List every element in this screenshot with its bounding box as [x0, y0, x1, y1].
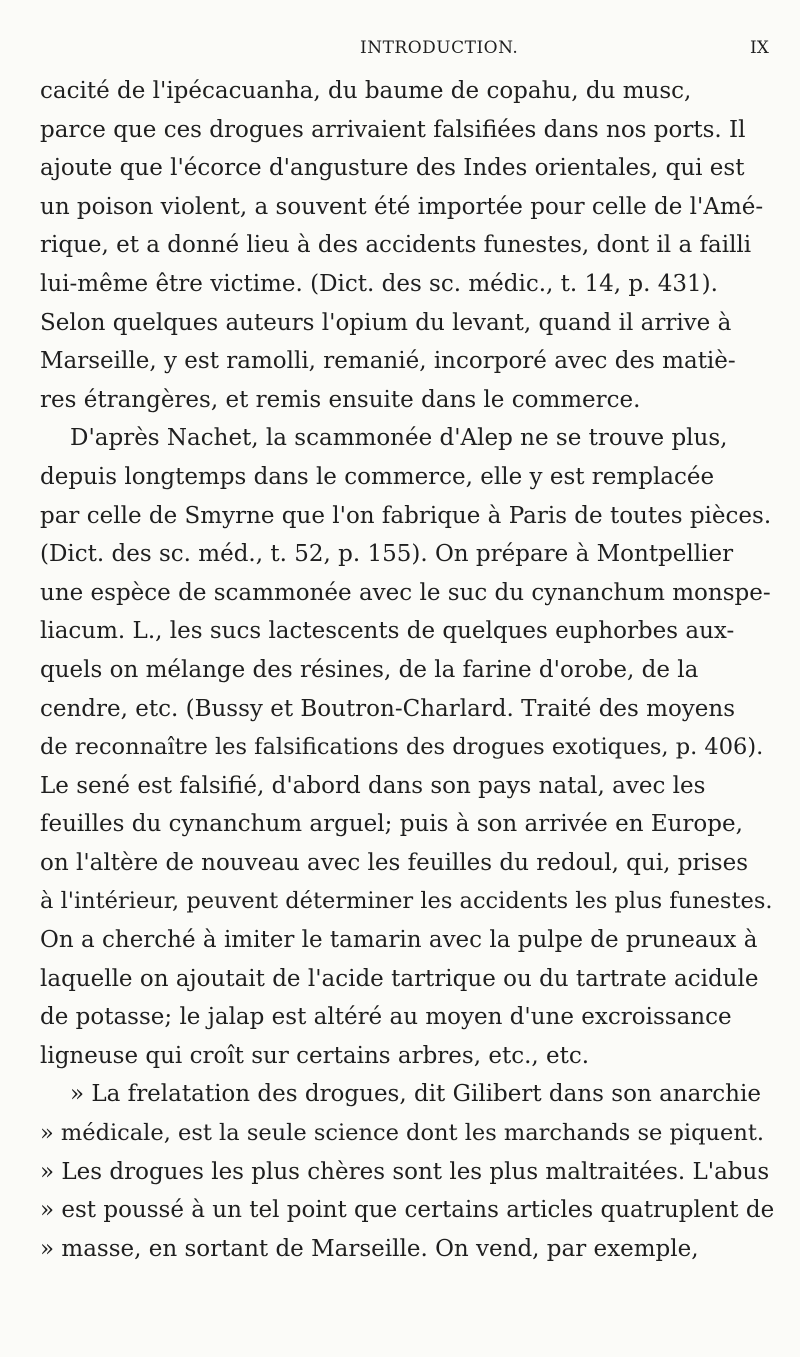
text-line: » masse, en sortant de Marseille. On vend, par exemple,: [40, 1235, 699, 1262]
text-line: feuilles du cynanchum arguel; puis à son arrivée en Europe,: [40, 811, 743, 838]
text-line: cacité de l'ipécacuanha, du baume de copahu, du musc,: [40, 78, 692, 104]
text-line: liacum. L., les sucs lactescents de quelques euphorbes aux-: [40, 618, 735, 645]
text-line: parce que ces drogues arrivaient falsifiées dans nos ports. Il: [40, 116, 746, 143]
text-line: une espèce de scammonée avec le suc du cynanchum monspe-: [40, 579, 771, 606]
page-number: IX: [750, 38, 769, 58]
text-line: quels on mélange des résines, de la farine d'orobe, de la: [40, 656, 699, 683]
header-title: INTRODUCTION.: [360, 38, 519, 58]
text-line: cendre, etc. (Bussy et Boutron-Charlard. Traité des moyens: [40, 695, 736, 722]
paragraph-start-line: » La frelatation des drogues, dit Gilibert dans son anarchie: [70, 1081, 761, 1108]
text-line: de potasse; le jalap est altéré au moyen d'une excroissance: [40, 1004, 732, 1031]
text-line: par celle de Smyrne que l'on fabrique à Paris de toutes pièces.: [40, 502, 772, 529]
text-line: » médicale, est la seule science dont les marchands se piquent.: [40, 1120, 765, 1147]
paragraph-start-line: D'après Nachet, la scammonée d'Alep ne se trouve plus,: [70, 425, 728, 452]
text-line: Marseille, y est ramolli, remanié, incorporé avec des matiè-: [40, 348, 736, 375]
text-line: res étrangères, et remis ensuite dans le commerce.: [40, 386, 641, 413]
text-line: depuis longtemps dans le commerce, elle y est remplacée: [40, 463, 715, 490]
text-line: (Dict. des sc. méd., t. 52, p. 155). On prépare à Montpellier: [40, 541, 734, 568]
running-header: [0, 38, 800, 64]
text-line: On a cherché à imiter le tamarin avec la pulpe de pruneaux à: [40, 927, 758, 954]
text-line: laquelle on ajoutait de l'acide tartrique ou du tartrate acidule: [40, 965, 759, 992]
text-line: Le sené est falsifié, d'abord dans son pays natal, avec les: [40, 772, 706, 799]
text-line: ligneuse qui croît sur certains arbres, etc., etc.: [40, 1042, 590, 1069]
text-line: » Les drogues les plus chères sont les plus maltraitées. L'abus: [40, 1158, 770, 1185]
text-line: ajoute que l'écorce d'angusture des Indes orientales, qui est: [40, 155, 745, 182]
text-line: un poison violent, a souvent été importée pour celle de l'Amé-: [40, 193, 764, 220]
body-text: [40, 72, 776, 1268]
text-line: rique, et a donné lieu à des accidents funestes, dont il a failli: [40, 232, 752, 259]
text-line: à l'intérieur, peuvent déterminer les accidents les plus funestes.: [40, 888, 773, 915]
text-line: lui-même être victime. (Dict. des sc. médic., t. 14, p. 431).: [40, 270, 718, 297]
text-line: de reconnaître les falsifications des drogues exotiques, p. 406).: [40, 734, 764, 761]
text-line: Selon quelques auteurs l'opium du levant, quand il arrive à: [40, 309, 732, 336]
text-line: » est poussé à un tel point que certains articles quatruplent de: [40, 1197, 775, 1224]
text-line: on l'altère de nouveau avec les feuilles du redoul, qui, prises: [40, 849, 748, 876]
